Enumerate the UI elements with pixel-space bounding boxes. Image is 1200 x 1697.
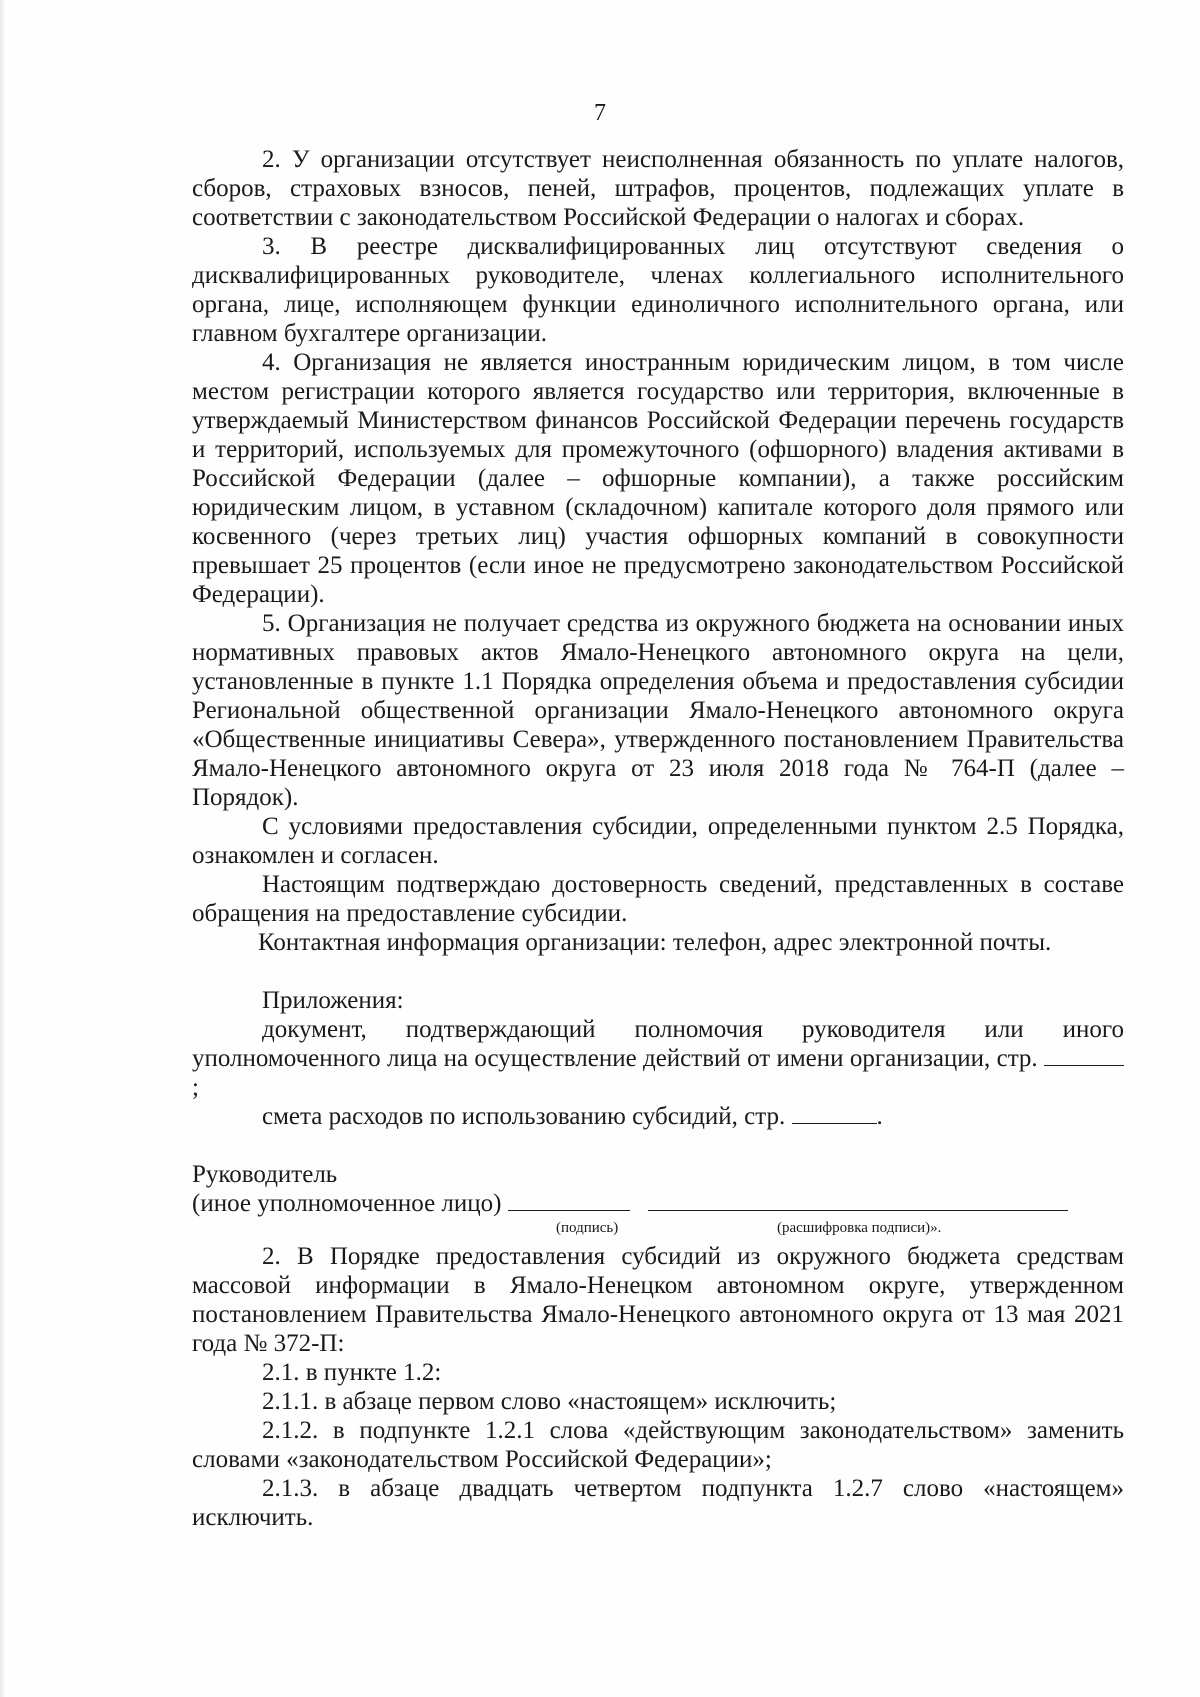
attachment-item-authority-end: ;: [192, 1074, 199, 1101]
signature-caption: (подпись): [556, 1220, 619, 1236]
page-blank-2: [792, 1103, 877, 1124]
paragraph-amendment-intro: 2. В Порядке предоставления субсидий из окружного бюджета средствам массовой информации в Ямало-Ненецком автономном округе, утвержденном постановлением Правительства Ямало-Ненецкого автономного округа от 13 мая 2021 года № 372-П:: [192, 1243, 1124, 1357]
paragraph-amendment-2-1-2: 2.1.2. в подпункте 1.2.1 слова «действующим законодательством» заменить словами «законодательством Российской Федерации»;: [192, 1417, 1124, 1473]
paragraph-amendment-2-1-3: 2.1.3. в абзаце двадцать четвертом подпункта 1.2.7 слово «настоящем» исключить.: [192, 1475, 1124, 1531]
page-number: 7: [594, 100, 606, 126]
signature-decode-blank: [648, 1190, 1068, 1211]
paragraph-taxes: 2. У организации отсутствует неисполненная обязанность по уплате налогов, сборов, страховых взносов, пеней, штрафов, процентов, подлежащих уплате в соответствии с законодательством Российской Федерации о налогах и сборах.: [192, 146, 1124, 231]
paragraph-confirmation: Настоящим подтверждаю достоверность сведений, представленных в составе обращения на предоставление субсидии.: [192, 871, 1124, 927]
attachment-item-authority-text: документ, подтверждающий полномочия руководителя или иного уполномоченного лица на осуществление действий от имени организации, стр.: [192, 1016, 1124, 1072]
attachment-item-estimate-end: .: [876, 1103, 883, 1130]
scan-edge: [0, 0, 6, 1697]
paragraph-contacts: Контактная информация организации: телефон, адрес электронной почты.: [258, 929, 1052, 956]
attachment-item-estimate-text: смета расходов по использованию субсидий, стр.: [262, 1103, 786, 1130]
signature-captions: [192, 1218, 1124, 1242]
paragraph-amendment-2-1-1: 2.1.1. в абзаце первом слово «настоящем» исключить;: [262, 1388, 837, 1415]
signature-blank: [508, 1190, 630, 1211]
paragraph-disqualified-registry: 3. В реестре дисквалифицированных лиц отсутствуют сведения о дисквалифицированных руководителе, членах коллегиального исполнительного органа, лице, исполняющем функции единоличного исполнительного органа, или главном бухгалтере организации.: [192, 233, 1124, 347]
attachment-item-estimate: [192, 1102, 1124, 1131]
paragraph-offshore: 4. Организация не является иностранным юридическим лицом, в том числе местом регистрации которого является государство или территория, включенные в утверждаемый Министерством финансов Российской Федерации перечень государств и территорий, используемых для промежуточного (офшорного) владения активами в Российской Федерации (далее – офшорные компании), а также российским юридическим лицом, в уставном (складочном) капитале которого доля прямого или косвенного (через третьих лиц) участия офшорных компаний в совокупности превышает 25 процентов (если иное не предусмотрено законодательством Российской Федерации).: [192, 349, 1124, 608]
page-blank-1: [1044, 1045, 1124, 1066]
paragraph-conditions: С условиями предоставления субсидии, определенными пунктом 2.5 Порядка, ознакомлен и согласен.: [192, 813, 1124, 869]
attachment-item-authority: [192, 1015, 1124, 1102]
document-body: [192, 145, 1124, 1532]
signer-line: [192, 1189, 1124, 1218]
signer-title: Руководитель: [192, 1161, 338, 1188]
signer-subtitle: (иное уполномоченное лицо): [192, 1190, 502, 1217]
paragraph-budget-funds: 5. Организация не получает средства из окружного бюджета на основании иных нормативных правовых актов Ямало-Ненецкого автономного округа на цели, установленные в пункте 1.1 Порядка определения объема и предоставления субсидии Региональной общественной организации Ямало-Ненецкого автономного округа «Общественные инициативы Севера», утвержденного постановлением Правительства Ямало-Ненецкого автономного округа от 23 июля 2018 года № 764-П (далее – Порядок).: [192, 610, 1124, 811]
signature-decode-caption: (расшифровка подписи)».: [777, 1220, 942, 1236]
attachments-title: Приложения:: [262, 987, 404, 1014]
paragraph-amendment-2-1: 2.1. в пункте 1.2:: [262, 1359, 442, 1386]
